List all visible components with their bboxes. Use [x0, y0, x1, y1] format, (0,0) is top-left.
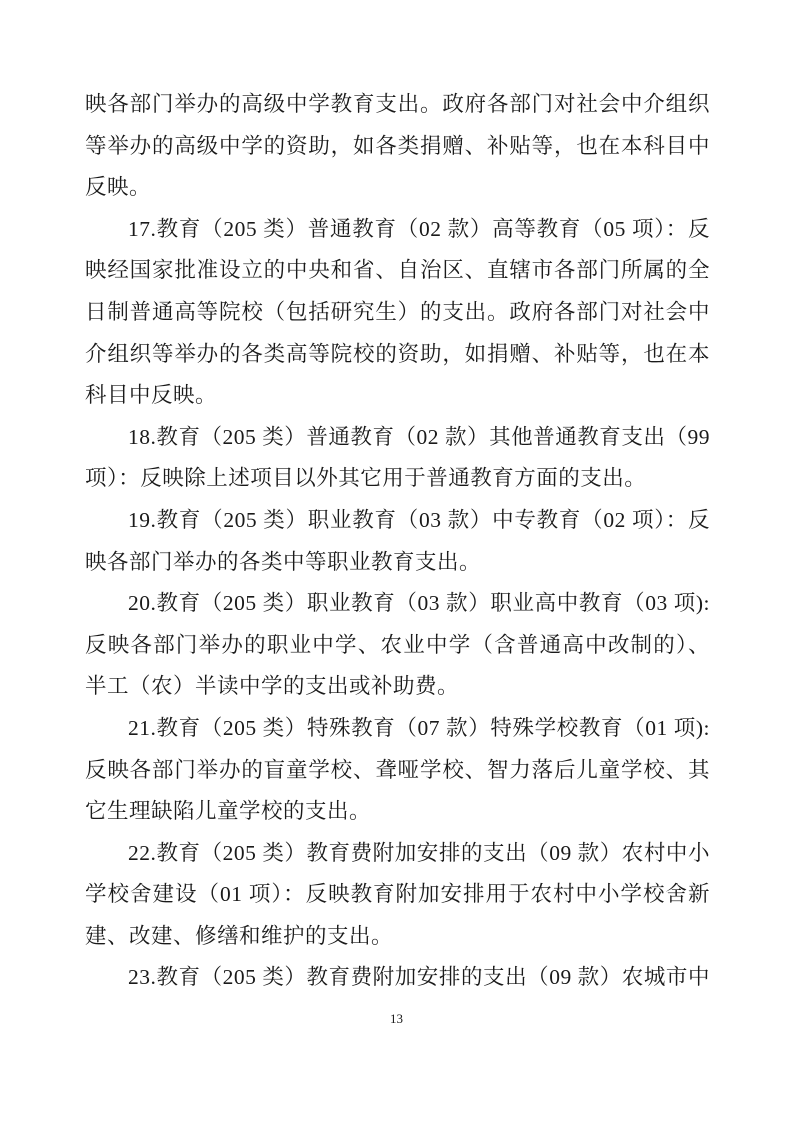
text-line-item-22: 22.教育（205 类）教育费附加安排的支出（09 款）农村中小 [128, 840, 710, 865]
text-line: 日制普通高等院校（包括研究生）的支出。政府各部门对社会中 [85, 299, 710, 324]
page-number: 13 [390, 1011, 403, 1026]
text-line: 它生理缺陷儿童学校的支出。 [85, 799, 372, 824]
text-line-item-18: 18.教育（205 类）普通教育（02 款）其他普通教育支出（99 [128, 424, 710, 449]
text-line: 映各部门举办的各类中等职业教育支出。 [85, 549, 482, 574]
text-line: 学校舍建设（01 项）：反映教育附加安排用于农村中小学校舍新 [85, 882, 710, 907]
text-line-item-20: 20.教育（205 类）职业教育（03 款）职业高中教育（03 项): [128, 591, 710, 616]
text-line-item-19: 19.教育（205 类）职业教育（03 款）中专教育（02 项）：反 [128, 507, 710, 532]
text-line: 反映。 [85, 175, 152, 200]
text-line: 反映各部门举办的职业中学、农业中学（含普通高中改制的）、 [85, 632, 710, 657]
text-line: 反映各部门举办的盲童学校、聋哑学校、智力落后儿童学校、其 [85, 757, 710, 782]
text-line-item-23: 23.教育（205 类）教育费附加安排的支出（09 款）农城市中 [128, 965, 710, 990]
text-line: 半工（农）半读中学的支出或补助费。 [85, 674, 460, 699]
text-line-item-21: 21.教育（205 类）特殊教育（07 款）特殊学校教育（01 项): [128, 715, 710, 740]
text-line: 建、改建、修缮和维护的支出。 [85, 923, 394, 948]
page-body-text [85, 84, 710, 999]
text-line: 等举办的高级中学的资助，如各类捐赠、补贴等，也在本科目中 [85, 133, 710, 158]
text-line: 介组织等举办的各类高等院校的资助，如捐赠、补贴等，也在本 [85, 341, 710, 366]
text-line: 映各部门举办的高级中学教育支出。政府各部门对社会中介组织 [85, 92, 710, 116]
text-line-item-17: 17.教育（205 类）普通教育（02 款）高等教育（05 项）：反 [128, 216, 710, 241]
text-line: 映经国家批准设立的中央和省、自治区、直辖市各部门所属的全 [85, 258, 710, 283]
text-line: 科目中反映。 [85, 383, 218, 408]
text-line: 项）：反映除上述项目以外其它用于普通教育方面的支出。 [85, 466, 647, 491]
